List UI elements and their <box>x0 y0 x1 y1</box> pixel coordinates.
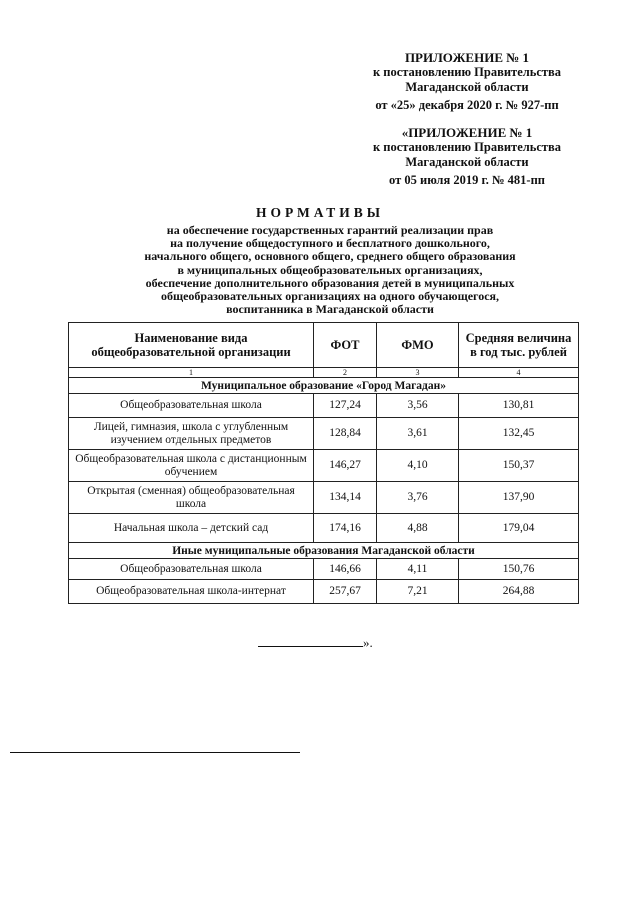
cell-org-type: Общеобразовательная школа <box>69 394 314 418</box>
subtitle-line: на обеспечение государственных гарантий реализации прав <box>166 223 494 237</box>
cell-fmo: 3,61 <box>377 418 459 450</box>
table-row <box>69 559 579 580</box>
header-fmo: ФМО <box>377 323 459 368</box>
appendix-header-original <box>352 125 582 188</box>
table-row <box>69 394 579 418</box>
norms-table <box>68 322 579 604</box>
cell-fot: 127,24 <box>314 394 377 418</box>
group-title: Иные муниципальные образования Магаданской области <box>69 543 579 559</box>
footer-divider <box>10 752 300 753</box>
table-header-row <box>69 323 579 368</box>
group-title: Муниципальное образование «Город Магадан» <box>69 378 579 394</box>
appendix-dateline: от 05 июля 2019 г. № 481-пп <box>389 173 545 187</box>
cell-average: 179,04 <box>459 514 579 543</box>
cell-average: 132,45 <box>459 418 579 450</box>
closing-quote: ». <box>363 635 373 650</box>
document-subtitle <box>70 224 590 316</box>
cell-average: 130,81 <box>459 394 579 418</box>
table-row <box>69 514 579 543</box>
cell-fmo: 7,21 <box>377 580 459 604</box>
cell-fot: 174,16 <box>314 514 377 543</box>
cell-average: 137,90 <box>459 482 579 514</box>
column-number: 4 <box>459 368 579 378</box>
cell-fot: 257,67 <box>314 580 377 604</box>
cell-fot: 146,27 <box>314 450 377 482</box>
table-row <box>69 482 579 514</box>
cell-org-type: Общеобразовательная школа с дистанционным обучением <box>69 450 314 482</box>
group-row <box>69 543 579 559</box>
cell-fot: 128,84 <box>314 418 377 450</box>
cell-org-type: Начальная школа – детский сад <box>69 514 314 543</box>
cell-average: 264,88 <box>459 580 579 604</box>
cell-org-type: Лицей, гимназия, школа с углубленным изучением отдельных предметов <box>69 418 314 450</box>
document-title: НОРМАТИВЫ <box>255 205 385 220</box>
appendix-dateline: от «25» декабря 2020 г. № 927-пп <box>375 98 559 112</box>
cell-average: 150,37 <box>459 450 579 482</box>
column-number-row <box>69 368 579 378</box>
header-fot: ФОТ <box>314 323 377 368</box>
cell-fmo: 3,76 <box>377 482 459 514</box>
header-org-type: Наименование вида общеобразовательной организации <box>69 323 314 368</box>
column-number: 2 <box>314 368 377 378</box>
group-row <box>69 378 579 394</box>
appendix-header-current <box>352 50 582 113</box>
cell-org-type: Открытая (сменная) общеобразовательная школа <box>69 482 314 514</box>
cell-fot: 134,14 <box>314 482 377 514</box>
closing-mark <box>258 635 373 651</box>
cell-fot: 146,66 <box>314 559 377 580</box>
cell-org-type: Общеобразовательная школа-интернат <box>69 580 314 604</box>
column-number: 3 <box>377 368 459 378</box>
cell-fmo: 4,88 <box>377 514 459 543</box>
subtitle-line: воспитанника в Магаданской области <box>226 302 434 317</box>
appendix-line: Магаданской области <box>405 155 529 169</box>
table-row <box>69 580 579 604</box>
appendix-line: к постановлению Правительства <box>372 140 562 154</box>
cell-fmo: 3,56 <box>377 394 459 418</box>
header-average: Средняя величина в год тыс. рублей <box>459 323 579 368</box>
cell-average: 150,76 <box>459 559 579 580</box>
subtitle-line: общеобразовательных организациях на одного обучающегося, <box>160 289 500 304</box>
cell-fmo: 4,10 <box>377 450 459 482</box>
table-row <box>69 450 579 482</box>
appendix-line: к постановлению Правительства <box>372 65 562 79</box>
column-number: 1 <box>69 368 314 378</box>
table-row <box>69 418 579 450</box>
appendix-title: ПРИЛОЖЕНИЕ № 1 <box>404 50 530 65</box>
cell-org-type: Общеобразовательная школа <box>69 559 314 580</box>
appendix-title: «ПРИЛОЖЕНИЕ № 1 <box>401 125 533 140</box>
appendix-line: Магаданской области <box>405 80 529 94</box>
subtitle-line: на получение общедоступного и бесплатного дошкольного, <box>170 236 490 251</box>
subtitle-line: начального общего, основного общего, среднего общего образования <box>144 249 516 264</box>
cell-fmo: 4,11 <box>377 559 459 580</box>
subtitle-line: обеспечение дополнительного образования детей в муниципальных <box>145 275 515 290</box>
signature-line <box>258 635 363 647</box>
subtitle-line: в муниципальных общеобразовательных организациях, <box>177 262 483 277</box>
